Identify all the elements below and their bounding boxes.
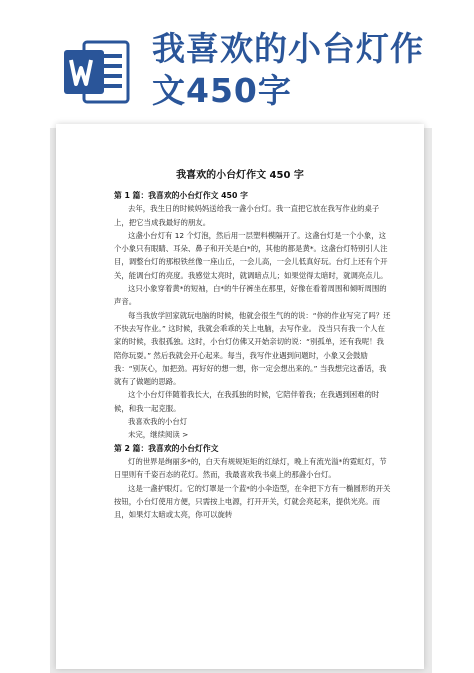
section-heading: 第 1 篇：我喜欢的小台灯作文 450 字: [114, 191, 248, 200]
paragraph: 我喜欢我的小台灯: [128, 417, 188, 427]
paragraph: 灯的世界是绚丽多*的，白天有规规矩矩的红绿灯，晚上有流光溢*的霓虹灯，节日里则有千姿百态的花灯。然而，我最喜欢我书桌上的那盏小台灯。: [114, 456, 387, 480]
header-title: 我喜欢的小台灯作文450字: [152, 29, 424, 110]
paragraph: 这是一盏护眼灯。它的灯罩是一个蓝*的小伞造型，在伞把下方有一椭圆形的开关按钮，小台灯使用方便，只需按上电源，打开开关，灯就会亮起来，提供光亮。而且，如果灯太暗或太亮，你可以旋转: [114, 483, 391, 520]
paragraph: 这盏小台灯有 12 个灯泡，然后用一层塑料模隔开了。这盏台灯是一个小象，这个小象只有眼睛、耳朵、鼻子和开关是白*的，其他的都是黄*。这盏台灯特别引人注目，调整台灯的那根铁丝像一座山丘，一会儿高，一会儿低真好玩。台灯上还有个开关，能调台灯的亮度。我感觉太亮时，就调暗点儿；如果觉得太暗时，就调亮点儿。: [114, 230, 388, 280]
word-document-icon: [60, 36, 132, 108]
paragraph: 去年，我生日的时候妈妈送给我一盏小台灯。我一直把它放在我写作业的桌子上，把它当成我最好的朋友。: [114, 204, 380, 227]
paragraph: 这个小台灯伴随着我长大，在我孤独的时候，它陪伴着我；在我遇到困难的时候，和我一起克服。: [114, 390, 380, 413]
document-page: [56, 124, 424, 669]
document-content: [114, 186, 391, 521]
section-heading: 第 2 篇：我喜欢的小台灯作文: [114, 443, 219, 453]
document-title: 我喜欢的小台灯作文 450 字: [176, 170, 304, 181]
paragraph: 这只小象穿着黄*的短袖，白*的牛仔裤坐在那里，好像在看着周围和倾听周围的声音。: [114, 284, 387, 307]
page-header: [0, 0, 474, 118]
paragraph: 每当我放学回家就玩电脑的时候，他就会很生气的的说：“你的作业写完了吗？还不快去写作业。” 这时候，我就会乖乖的关上电脑，去写作业。 没当只有我一个人在家的时候，我很孤独。这时，小台灯仿佛又开始亲切的说：“别孤单，还有我呢！我陪你玩耍。” 然后我就会开心起来。每当，我写作业遇到问题时，小象又会鼓励我：“别灰心，加把劲。再好好的想一想，你一定会想出来的。” 当我想完这番话，我就有了做题的思路。: [114, 310, 391, 387]
continue-reading-link[interactable]: 未完，继续阅读 >: [128, 430, 189, 440]
